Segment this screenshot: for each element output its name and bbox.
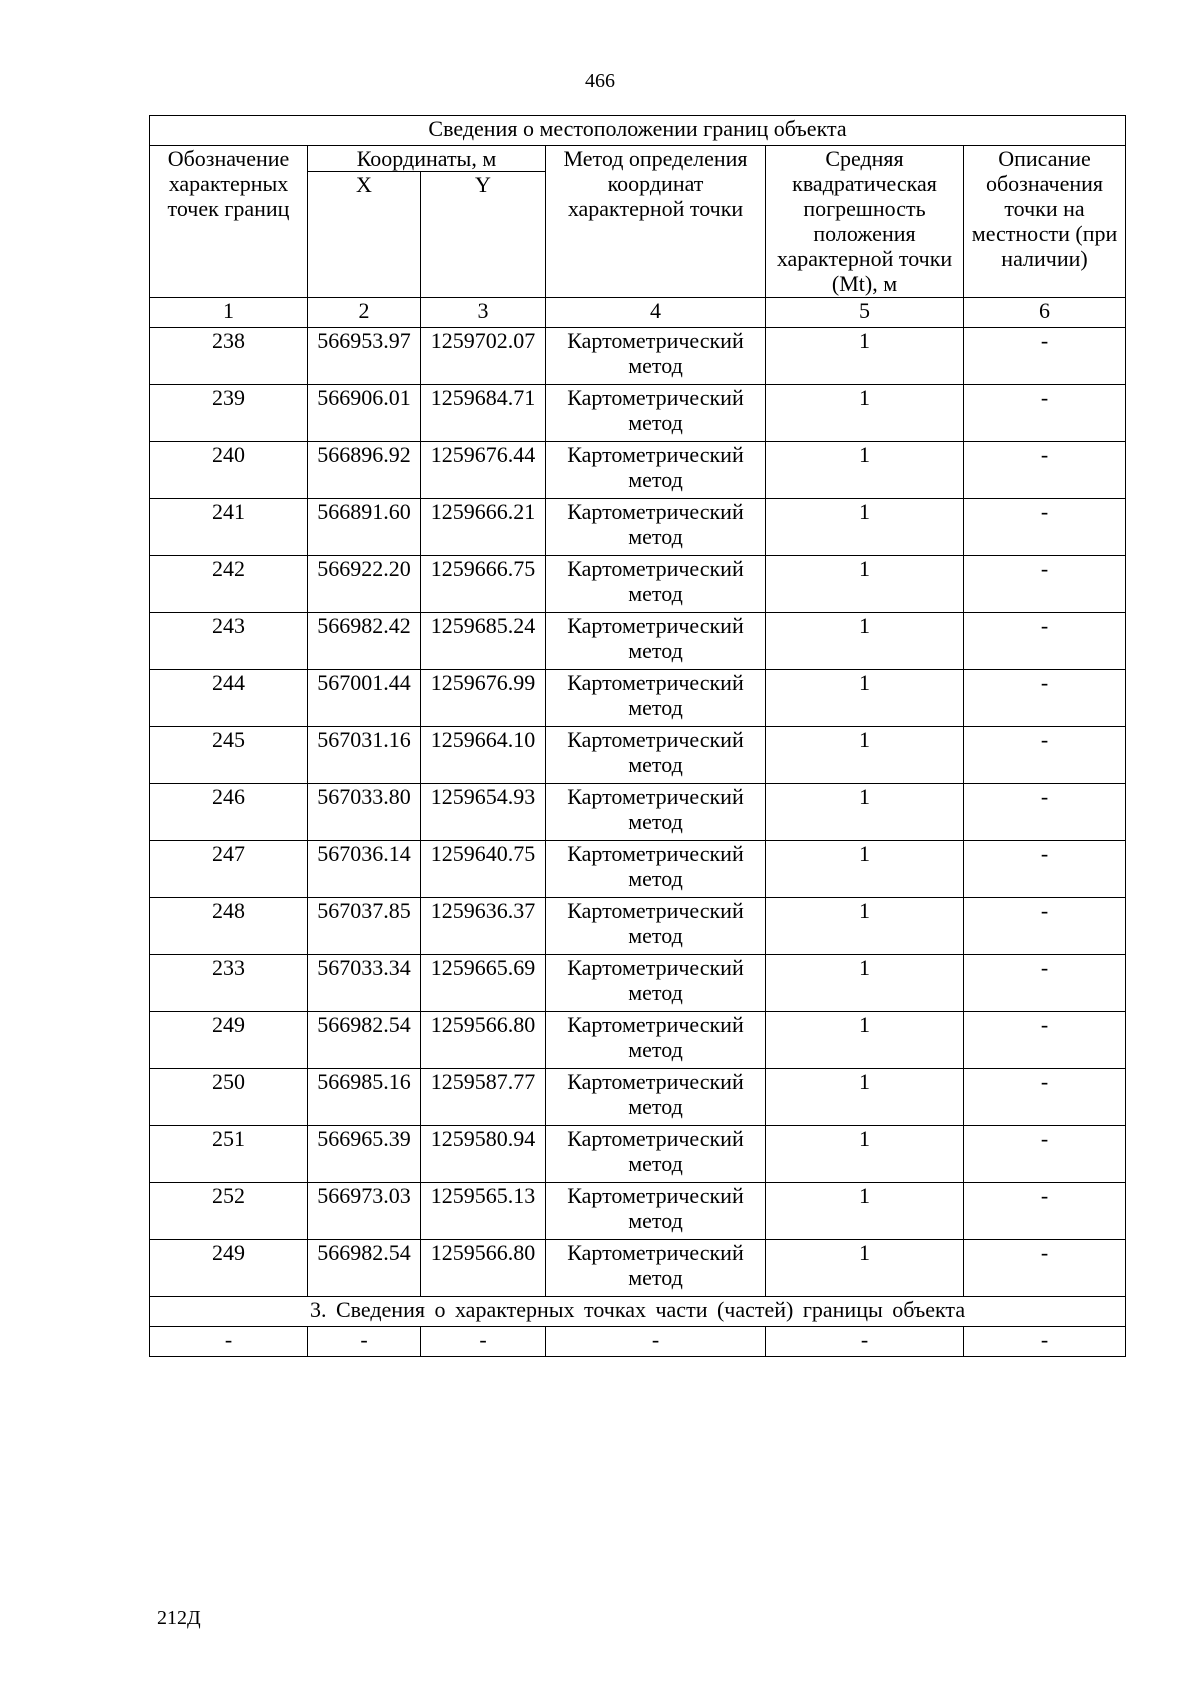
cell-mt: 1 <box>766 556 964 613</box>
cell-method: Картометрический метод <box>546 499 766 556</box>
cell-x: 566922.20 <box>308 556 421 613</box>
cell-mt: 1 <box>766 613 964 670</box>
cell-desc: - <box>964 328 1126 385</box>
cell-method: Картометрический метод <box>546 898 766 955</box>
document-code: 212Д <box>157 1607 201 1629</box>
table-row <box>150 613 1126 670</box>
section-3-cell: - <box>964 1327 1126 1357</box>
cell-x: 566985.16 <box>308 1069 421 1126</box>
cell-point: 246 <box>150 784 308 841</box>
cell-x: 567033.80 <box>308 784 421 841</box>
cell-desc: - <box>964 727 1126 784</box>
cell-mt: 1 <box>766 670 964 727</box>
cell-point: 241 <box>150 499 308 556</box>
cell-y: 1259665.69 <box>421 955 546 1012</box>
cell-y: 1259566.80 <box>421 1240 546 1297</box>
cell-method: Картометрический метод <box>546 1012 766 1069</box>
cell-y: 1259676.44 <box>421 442 546 499</box>
cell-mt: 1 <box>766 1183 964 1240</box>
header-point-designation: Обозначение характерных точек границ <box>150 146 308 298</box>
header-method: Метод определения координат характерной точки <box>546 146 766 298</box>
cell-x: 567031.16 <box>308 727 421 784</box>
table-row <box>150 442 1126 499</box>
cell-y: 1259566.80 <box>421 1012 546 1069</box>
cell-desc: - <box>964 955 1126 1012</box>
table-row <box>150 1183 1126 1240</box>
section-3-row <box>150 1297 1126 1327</box>
column-number: 2 <box>308 298 421 328</box>
header-mt-error: Средняя квадратическая погрешность положения характерной точки (Mt), м <box>766 146 964 298</box>
page-number: 466 <box>585 70 615 92</box>
cell-x: 566973.03 <box>308 1183 421 1240</box>
cell-x: 567033.34 <box>308 955 421 1012</box>
cell-method: Картометрический метод <box>546 1240 766 1297</box>
cell-point: 251 <box>150 1126 308 1183</box>
table-row <box>150 556 1126 613</box>
cell-mt: 1 <box>766 328 964 385</box>
cell-point: 249 <box>150 1240 308 1297</box>
cell-y: 1259664.10 <box>421 727 546 784</box>
cell-point: 242 <box>150 556 308 613</box>
cell-method: Картометрический метод <box>546 1069 766 1126</box>
cell-method: Картометрический метод <box>546 442 766 499</box>
cell-desc: - <box>964 784 1126 841</box>
cell-desc: - <box>964 1240 1126 1297</box>
header-y: Y <box>421 172 546 298</box>
cell-desc: - <box>964 1126 1126 1183</box>
cell-method: Картометрический метод <box>546 784 766 841</box>
cell-y: 1259565.13 <box>421 1183 546 1240</box>
column-number: 3 <box>421 298 546 328</box>
cell-desc: - <box>964 442 1126 499</box>
cell-point: 250 <box>150 1069 308 1126</box>
cell-desc: - <box>964 556 1126 613</box>
cell-method: Картометрический метод <box>546 1126 766 1183</box>
section-3-cell: - <box>766 1327 964 1357</box>
table-row <box>150 841 1126 898</box>
cell-desc: - <box>964 385 1126 442</box>
cell-mt: 1 <box>766 1012 964 1069</box>
cell-x: 566982.54 <box>308 1012 421 1069</box>
cell-y: 1259580.94 <box>421 1126 546 1183</box>
cell-point: 243 <box>150 613 308 670</box>
header-x: X <box>308 172 421 298</box>
table-row <box>150 328 1126 385</box>
cell-point: 247 <box>150 841 308 898</box>
cell-point: 249 <box>150 1012 308 1069</box>
section-3-cell: - <box>421 1327 546 1357</box>
cell-x: 566906.01 <box>308 385 421 442</box>
cell-desc: - <box>964 670 1126 727</box>
cell-y: 1259676.99 <box>421 670 546 727</box>
cell-x: 566891.60 <box>308 499 421 556</box>
cell-x: 566965.39 <box>308 1126 421 1183</box>
cell-y: 1259666.75 <box>421 556 546 613</box>
cell-method: Картометрический метод <box>546 556 766 613</box>
cell-mt: 1 <box>766 1126 964 1183</box>
table-row <box>150 499 1126 556</box>
table-row <box>150 1069 1126 1126</box>
cell-point: 244 <box>150 670 308 727</box>
table-row <box>150 385 1126 442</box>
section-3-cell: - <box>150 1327 308 1357</box>
cell-mt: 1 <box>766 385 964 442</box>
cell-method: Картометрический метод <box>546 613 766 670</box>
header-description: Описание обозначения точки на местности (при наличии) <box>964 146 1126 298</box>
table-row <box>150 784 1126 841</box>
cell-mt: 1 <box>766 1240 964 1297</box>
cell-x: 566982.54 <box>308 1240 421 1297</box>
cell-point: 239 <box>150 385 308 442</box>
column-number: 5 <box>766 298 964 328</box>
table-row <box>150 955 1126 1012</box>
cell-x: 566953.97 <box>308 328 421 385</box>
cell-desc: - <box>964 1012 1126 1069</box>
table-row <box>150 898 1126 955</box>
table-row <box>150 727 1126 784</box>
cell-mt: 1 <box>766 841 964 898</box>
table-row <box>150 1126 1126 1183</box>
cell-mt: 1 <box>766 784 964 841</box>
cell-method: Картометрический метод <box>546 385 766 442</box>
cell-y: 1259702.07 <box>421 328 546 385</box>
cell-method: Картометрический метод <box>546 1183 766 1240</box>
cell-y: 1259654.93 <box>421 784 546 841</box>
section-3-title: 3. Сведения о характерных точках части (частей) границы объекта <box>150 1297 1126 1327</box>
cell-point: 245 <box>150 727 308 784</box>
column-numbers-row <box>150 298 1126 328</box>
cell-mt: 1 <box>766 727 964 784</box>
section-3-cell: - <box>546 1327 766 1357</box>
cell-x: 566896.92 <box>308 442 421 499</box>
table-title: Сведения о местоположении границ объекта <box>150 116 1126 146</box>
section-3-data-row <box>150 1327 1126 1357</box>
cell-x: 567037.85 <box>308 898 421 955</box>
cell-point: 248 <box>150 898 308 955</box>
cell-mt: 1 <box>766 1069 964 1126</box>
column-number: 1 <box>150 298 308 328</box>
cell-desc: - <box>964 841 1126 898</box>
cell-desc: - <box>964 1183 1126 1240</box>
cell-y: 1259684.71 <box>421 385 546 442</box>
cell-method: Картометрический метод <box>546 328 766 385</box>
cell-mt: 1 <box>766 442 964 499</box>
cell-point: 238 <box>150 328 308 385</box>
cell-point: 252 <box>150 1183 308 1240</box>
boundary-table <box>149 115 1126 1357</box>
cell-desc: - <box>964 898 1126 955</box>
cell-mt: 1 <box>766 955 964 1012</box>
cell-mt: 1 <box>766 499 964 556</box>
column-number: 4 <box>546 298 766 328</box>
section-3-cell: - <box>308 1327 421 1357</box>
cell-method: Картометрический метод <box>546 727 766 784</box>
column-number: 6 <box>964 298 1126 328</box>
cell-x: 567001.44 <box>308 670 421 727</box>
cell-method: Картометрический метод <box>546 841 766 898</box>
cell-x: 567036.14 <box>308 841 421 898</box>
cell-desc: - <box>964 499 1126 556</box>
cell-method: Картометрический метод <box>546 955 766 1012</box>
cell-x: 566982.42 <box>308 613 421 670</box>
header-coordinates: Координаты, м <box>308 146 546 172</box>
cell-point: 233 <box>150 955 308 1012</box>
cell-y: 1259636.37 <box>421 898 546 955</box>
table-row <box>150 670 1126 727</box>
cell-desc: - <box>964 613 1126 670</box>
cell-method: Картометрический метод <box>546 670 766 727</box>
cell-y: 1259666.21 <box>421 499 546 556</box>
cell-y: 1259685.24 <box>421 613 546 670</box>
cell-y: 1259587.77 <box>421 1069 546 1126</box>
table-row <box>150 1240 1126 1297</box>
cell-desc: - <box>964 1069 1126 1126</box>
cell-point: 240 <box>150 442 308 499</box>
cell-y: 1259640.75 <box>421 841 546 898</box>
table-row <box>150 1012 1126 1069</box>
cell-mt: 1 <box>766 898 964 955</box>
